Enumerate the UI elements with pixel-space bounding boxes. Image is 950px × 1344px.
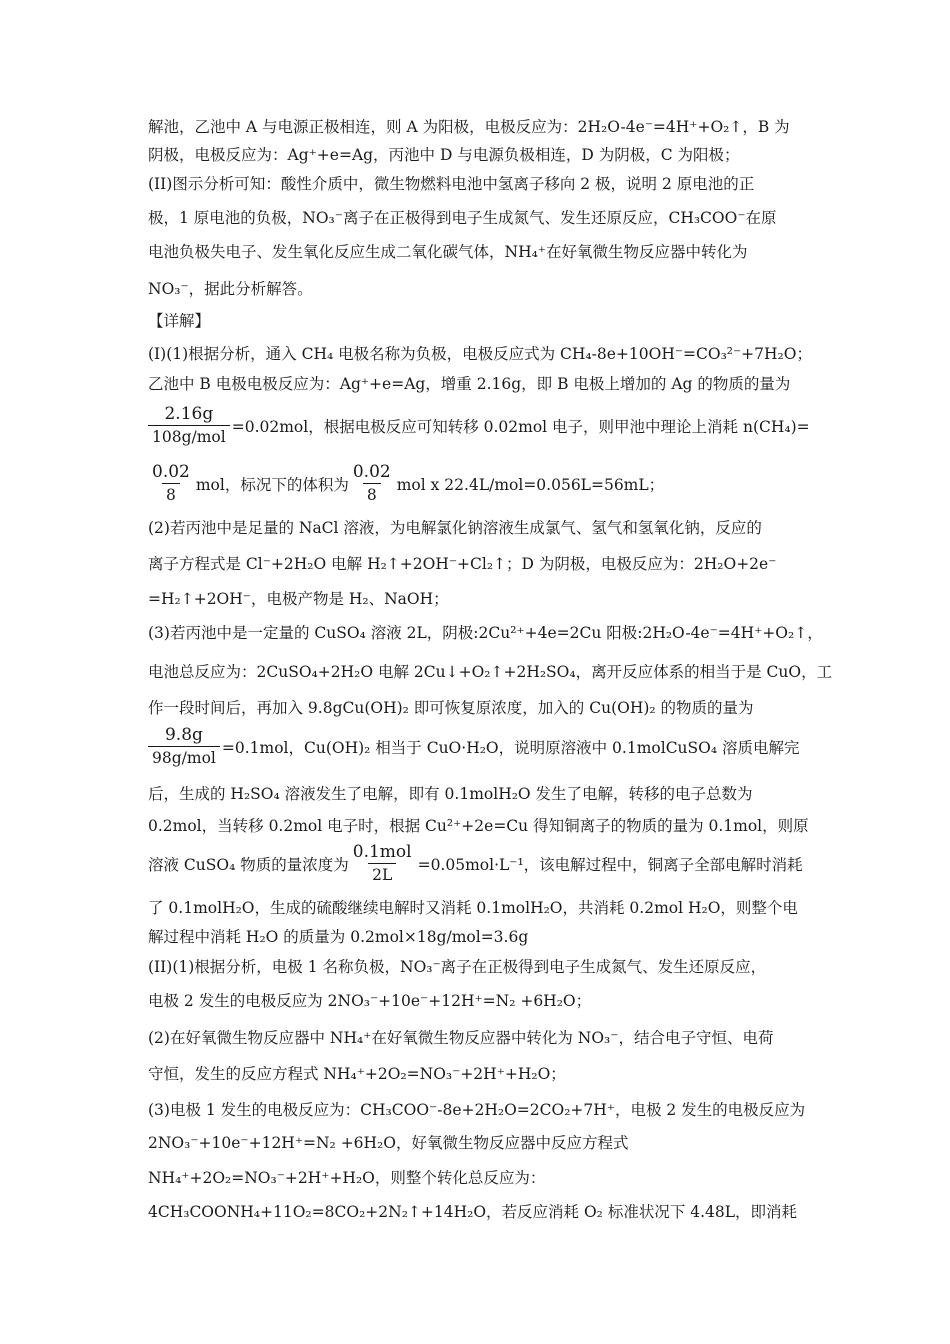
fraction xyxy=(349,461,395,506)
fraction-line xyxy=(148,461,664,506)
fraction xyxy=(349,841,416,886)
fraction-trailing-text: =0.1mol，Cu(OH)₂ 相当于 CuO·H₂O，说明原溶液中 0.1molCuSO₄ 溶质电解完 xyxy=(221,738,800,757)
text-line: 解过程中消耗 H₂O 的质量为 0.2mol×18g/mol=3.6g xyxy=(148,928,529,946)
text-line: (II)(1)根据分析，电极 1 名称负极，NO₃⁻离子在正极得到电子生成氮气、发生还原反应， xyxy=(148,958,767,976)
text-line: 2NO₃⁻+10e⁻+12H⁺=N₂ +6H₂O，好氧微生物反应器中反应方程式 xyxy=(148,1134,629,1152)
text-line: 极，1 原电池的负极，NO₃⁻离子在正极得到电子生成氮气、发生还原反应，CH₃COO⁻在原 xyxy=(148,209,777,227)
fraction-numerator: 2.16g xyxy=(164,404,214,424)
text-line: 4CH₃COONH₄+11O₂=8CO₂+2N₂↑+14H₂O，若反应消耗 O₂ 标准状况下 4.48L，即消耗 xyxy=(148,1203,798,1221)
fraction-numerator: 0.1mol xyxy=(352,842,412,862)
text-line: (I)(1)根据分析，通入 CH₄ 电极名称为负极，电极反应式为 CH₄-8e+10OH⁻=CO₃²⁻+7H₂O； xyxy=(148,345,812,363)
fraction-denominator: 8 xyxy=(363,483,381,506)
fraction-denominator: 108g/mol xyxy=(148,425,230,448)
text-line: 0.2mol，当转移 0.2mol 电子时，根据 Cu²⁺+2e=Cu 得知铜离子的物质的量为 0.1mol，则原 xyxy=(148,817,809,835)
text-line: (3)电极 1 发生的电极反应为：CH₃COO⁻-8e+2H₂O=2CO₂+7H⁺，电极 2 发生的电极反应为 xyxy=(148,1101,806,1119)
fraction xyxy=(148,403,230,448)
fraction-denominator: 8 xyxy=(162,483,180,506)
text-line: (II)图示分析可知：酸性介质中，微生物燃料电池中氢离子移向 2 极，说明 2 原电池的正 xyxy=(148,175,755,193)
text-line: =H₂↑+2OH⁻，电极产物是 H₂、NaOH； xyxy=(148,590,449,608)
fraction xyxy=(148,724,220,769)
text-line: NH₄⁺+2O₂=NO₃⁻+2H⁺+H₂O，则整个转化总反应为： xyxy=(148,1169,546,1187)
fraction-leading-text: 溶液 CuSO₄ 物质的量浓度为 xyxy=(148,855,349,874)
text-line: NO₃⁻，据此分析解答。 xyxy=(148,280,313,298)
fraction xyxy=(148,461,194,506)
text-line: 了 0.1molH₂O，生成的硫酸继续电解时又消耗 0.1molH₂O，共消耗 0.2mol H₂O，则整个电 xyxy=(148,899,798,917)
fraction-denominator: 98g/mol xyxy=(148,746,220,769)
fraction-numerator: 0.02 xyxy=(352,462,391,482)
text-line: (3)若丙池中是一定量的 CuSO₄ 溶液 2L，阴极:2Cu²⁺+4e=2Cu 阳极:2H₂O-4e⁻=4H⁺+O₂↑， xyxy=(148,624,823,642)
text-line: (2)在好氧微生物反应器中 NH₄⁺在好氧微生物反应器中转化为 NO₃⁻，结合电子守恒、电荷 xyxy=(148,1029,774,1047)
text-line: 作一段时间后，再加入 9.8gCu(OH)₂ 即可恢复原浓度，加入的 Cu(OH)₂ 的物质的量为 xyxy=(148,699,754,717)
fraction-denominator: 2L xyxy=(368,863,396,886)
fraction-line xyxy=(148,841,803,886)
fraction-line xyxy=(148,724,800,769)
text-line: 乙池中 B 电极电极反应为：Ag⁺+e=Ag，增重 2.16g，即 B 电极上增加的 Ag 的物质的量为 xyxy=(148,375,791,393)
text-line: 解池，乙池中 A 与电源正极相连，则 A 为阳极，电极反应为：2H₂O-4e⁻=4H⁺+O₂↑，B 为 xyxy=(148,118,790,136)
text-line: (2)若丙池中是足量的 NaCl 溶液，为电解氯化钠溶液生成氯气、氢气和氢氧化钠，反应的 xyxy=(148,519,762,537)
text-line: 电极 2 发生的电极反应为 2NO₃⁻+10e⁻+12H⁺=N₂ +6H₂O； xyxy=(148,992,592,1010)
fraction-trailing-text: =0.05mol·L⁻¹，该电解过程中，铜离子全部电解时消耗 xyxy=(417,855,803,874)
fraction-numerator: 0.02 xyxy=(152,462,190,482)
text-line: 电池负极失电子、发生氧化反应生成二氧化碳气体，NH₄⁺在好氧微生物反应器中转化为 xyxy=(148,243,748,261)
text-line: 离子方程式是 Cl⁻+2H₂O 电解 H₂↑+2OH⁻+Cl₂↑；D 为阴极，电极反应为：2H₂O+2e⁻ xyxy=(148,555,777,573)
fraction-numerator: 9.8g xyxy=(164,725,203,745)
fraction-trailing-text: mol x 22.4L/mol=0.056L=56mL； xyxy=(396,475,665,494)
fraction-trailing-text: =0.02mol，根据电极反应可知转移 0.02mol 电子，则甲池中理论上消耗 n(CH₄)= xyxy=(231,417,810,436)
section-heading: 【详解】 xyxy=(148,312,211,330)
text-line: 后，生成的 H₂SO₄ 溶液发生了电解，即有 0.1molH₂O 发生了电解，转移的电子总数为 xyxy=(148,785,753,803)
fraction-line xyxy=(148,403,810,448)
text-line: 阴极，电极反应为：Ag⁺+e=Ag，丙池中 D 与电源负极相连，D 为阴极，C 为阳极； xyxy=(148,146,740,164)
fraction-middle-text: mol，标况下的体积为 xyxy=(195,475,349,494)
text-line: 守恒，发生的反应方程式 NH₄⁺+2O₂=NO₃⁻+2H⁺+H₂O； xyxy=(148,1065,566,1083)
text-line: 电池总反应为：2CuSO₄+2H₂O 电解 2Cu↓+O₂↑+2H₂SO₄，离开反应体系的相当于是 CuO，工 xyxy=(148,663,833,681)
